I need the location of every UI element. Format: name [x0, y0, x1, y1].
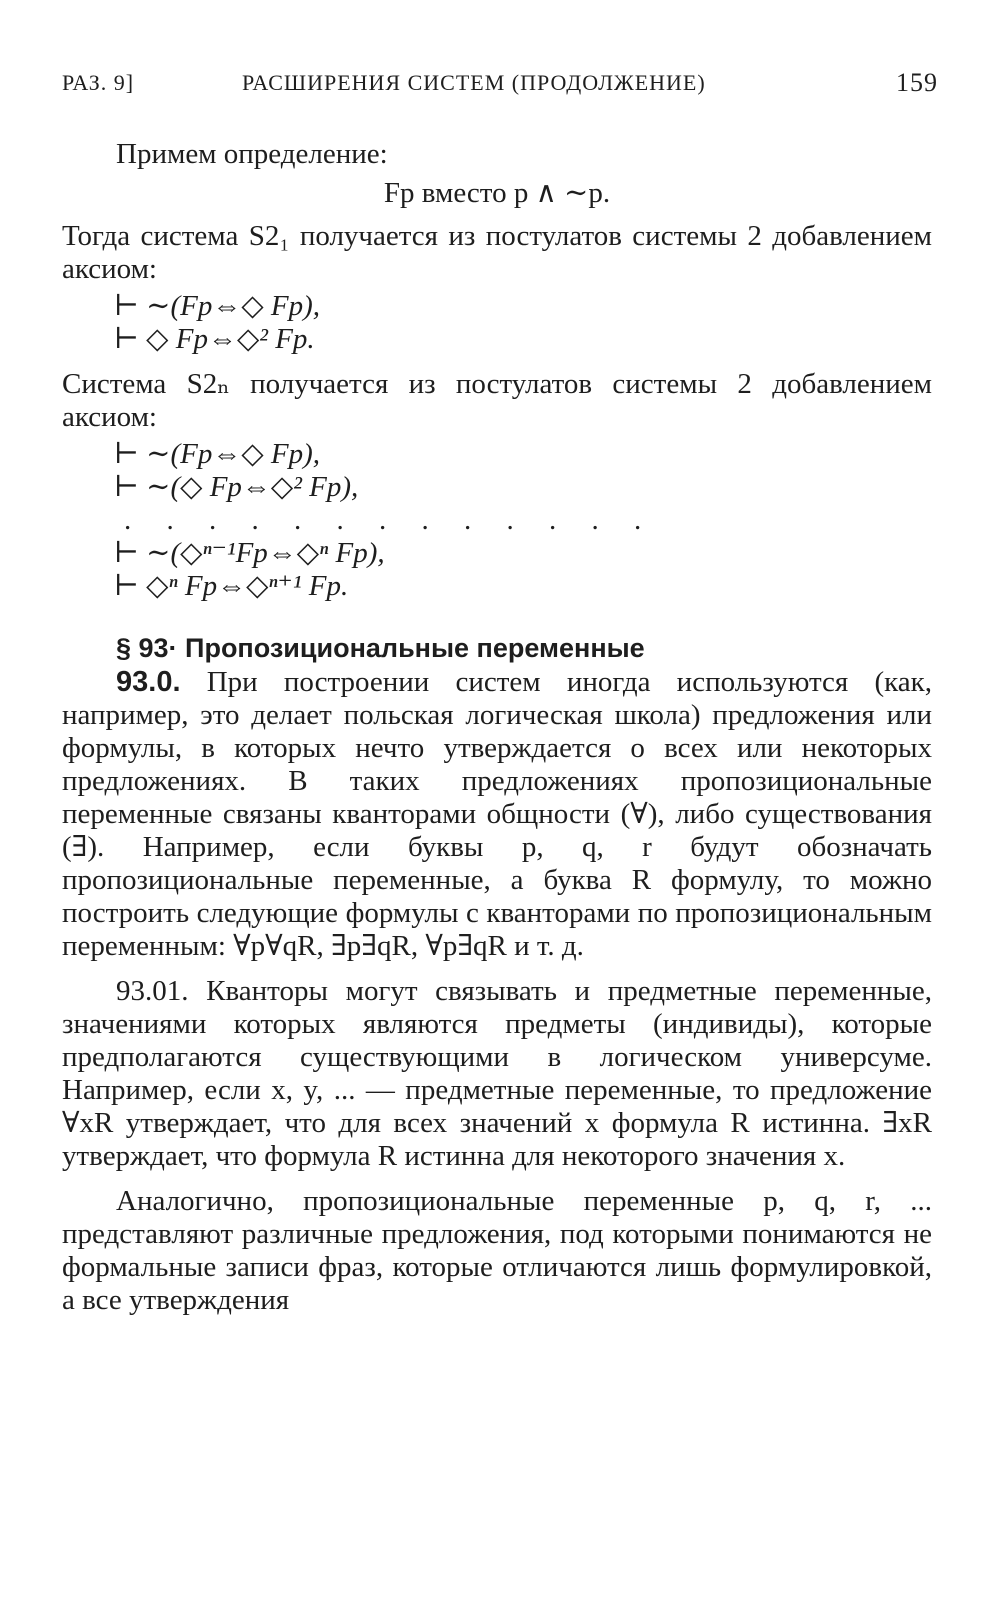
page-number: 159 — [896, 68, 938, 97]
paragraph-93-01 — [62, 975, 932, 1173]
definition-formula: Fp вместо p ∧ ∼p. — [383, 177, 611, 209]
chapter-ref: РАЗ. 9] — [62, 70, 135, 95]
running-title: РАСШИРЕНИЯ СИСТЕМ (ПРОДОЛЖЕНИЕ) — [242, 70, 706, 95]
paragraph-number: 93.01. — [116, 975, 189, 1007]
page-body — [62, 138, 932, 1317]
ellipsis-line: . . . . . . . . . . . . . — [124, 504, 656, 536]
section-heading: § 93· Пропозициональные переменные — [116, 633, 645, 663]
paragraph-text: При построении систем иногда используются (как, например, это делает польская логическая школа) предложения или формулы, в которых нечто утверждается о всех или некоторых предложениях. В таких предложениях пропозициональные переменные связаны кванторами общности (∀), либо существования (∃). Например, если буквы p, q, r будут обозначать пропозициональные переменные, а буква R формулу, то можно построить следующие формулы с кванторами по пропозициональным переменным: ∀p∀qR, ∃p∃qR, ∀p∃qR и т. д. — [62, 666, 932, 962]
axiom-line: ⊢ ∼(Fp⇔◇ Fp), — [114, 290, 321, 322]
paragraph-number: 93.0. — [116, 666, 181, 698]
intro-text: Примем определение: — [116, 138, 388, 170]
axiom-line: ⊢ ∼(◇ⁿ⁻¹Fp⇔◇ⁿ Fp), — [114, 537, 385, 569]
paragraph-93-0 — [62, 666, 932, 963]
axiom-line: ⊢ ◇ Fp⇔◇² Fp. — [114, 323, 315, 355]
axiom-line: ⊢ ∼(Fp⇔◇ Fp), — [114, 438, 321, 470]
axiom-line: ⊢ ◇ⁿ Fp⇔◇ⁿ⁺¹ Fp. — [114, 570, 349, 602]
paragraph-text: Кванторы могут связывать и предметные переменные, значениями которых являются предметы (индивиды), которые предполагаются существующими в логическом универсуме. Например, если x, y, ... — предметные переменные, то предложение ∀xR утверждает, что для всех значений x формула R истинна. ∃xR утверждает, что формула R истинна для некоторого значения x. — [62, 975, 933, 1172]
s2-n-text: Система S2ₙ получается из постулатов системы 2 добавлением аксиом: — [62, 368, 932, 433]
axiom-line: ⊢ ∼(◇ Fp⇔◇² Fp), — [114, 471, 359, 503]
paragraph-analog: Аналогично, пропозициональные переменные p, q, r, ... представляют различные предложения, под которыми понимаются не формальные записи фраз, которые отличаются лишь формулировкой, а все утверждения — [62, 1185, 932, 1316]
s2-n-axioms — [114, 438, 932, 603]
page-header — [62, 62, 938, 112]
s2-1-text: Тогда система S2₁ получается из постулатов системы 2 добавлением аксиом: — [62, 220, 932, 285]
s2-1-axioms — [114, 290, 932, 356]
